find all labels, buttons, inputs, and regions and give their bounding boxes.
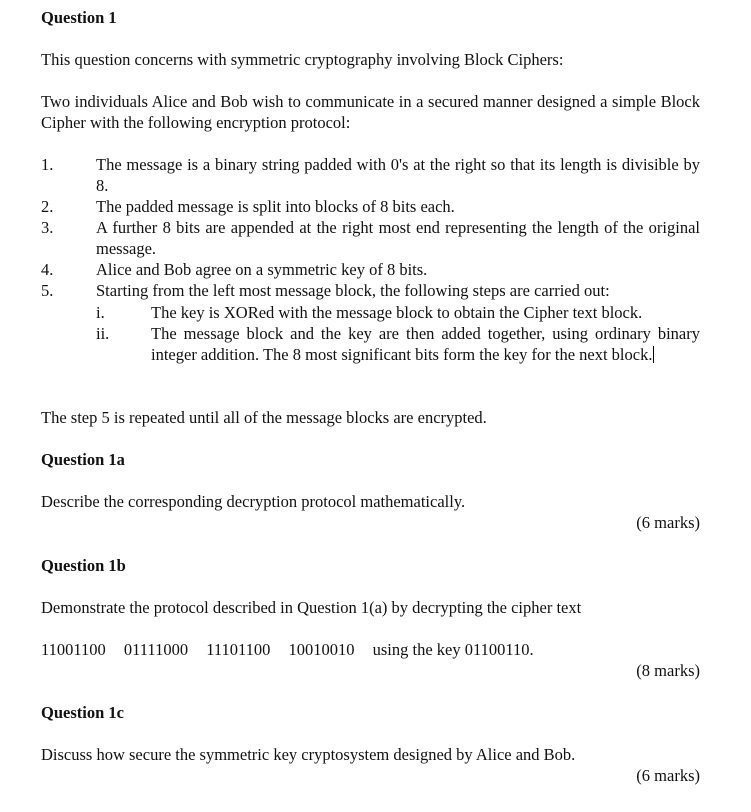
cipher-block-4: 10010010 <box>288 640 355 659</box>
substep-ii-number: ii. <box>96 324 110 343</box>
step-3-number: 3. <box>41 218 54 237</box>
question-1a-text: Describe the corresponding decryption protocol mathematically. <box>41 492 466 511</box>
cipher-block-3: 11101100 <box>206 640 271 659</box>
question-1b-heading: Question 1b <box>41 556 126 575</box>
repeat-note: The step 5 is repeated until all of the message blocks are encrypted. <box>41 408 487 427</box>
question-1-intro: This question concerns with symmetric cryptography involving Block Ciphers: <box>41 50 564 69</box>
question-1b-text: Demonstrate the protocol described in Question 1(a) by decrypting the cipher text <box>41 598 582 617</box>
substep-ii-text: The message block and the key are then added together, using ordinary binary integer addition. The 8 most significant bits form the key for the next block. <box>151 324 700 364</box>
question-1-heading: Question 1 <box>41 8 117 27</box>
step-2-text: The padded message is split into blocks of 8 bits each. <box>96 197 455 216</box>
question-1-scenario: Two individuals Alice and Bob wish to communicate in a secured manner designed a simple Block Cipher with the following encryption protocol: <box>41 92 700 132</box>
question-1c-heading: Question 1c <box>41 703 124 722</box>
step-5-number: 5. <box>41 281 54 300</box>
step-2-number: 2. <box>41 197 54 216</box>
step-1-text: The message is a binary string padded with 0's at the right so that its length is divisible by 8. <box>96 155 700 195</box>
text-cursor <box>653 346 654 363</box>
step-4-number: 4. <box>41 260 54 279</box>
question-1c-text: Discuss how secure the symmetric key cryptosystem designed by Alice and Bob. <box>41 745 576 764</box>
step-3-text: A further 8 bits are appended at the right most end representing the length of the original message. <box>96 218 700 258</box>
cipher-block-2: 01111000 <box>123 640 189 659</box>
cipher-text-line <box>41 639 534 660</box>
question-1a-marks: (6 marks) <box>636 513 700 532</box>
step-4-text: Alice and Bob agree on a symmetric key of 8 bits. <box>96 260 428 279</box>
substep-i-text: The key is XORed with the message block to obtain the Cipher text block. <box>151 303 643 322</box>
substep-ii-block <box>151 323 700 365</box>
step-5-text: Starting from the left most message block, the following steps are carried out: <box>96 281 610 300</box>
cipher-block-1: 11001100 <box>41 640 106 659</box>
substep-i-number: i. <box>96 303 105 322</box>
question-1c-marks: (6 marks) <box>636 766 700 785</box>
step-1-number: 1. <box>41 155 54 174</box>
question-1b-marks: (8 marks) <box>636 661 700 680</box>
question-1a-heading: Question 1a <box>41 450 125 469</box>
key-text: using the key 01100110. <box>372 640 534 659</box>
